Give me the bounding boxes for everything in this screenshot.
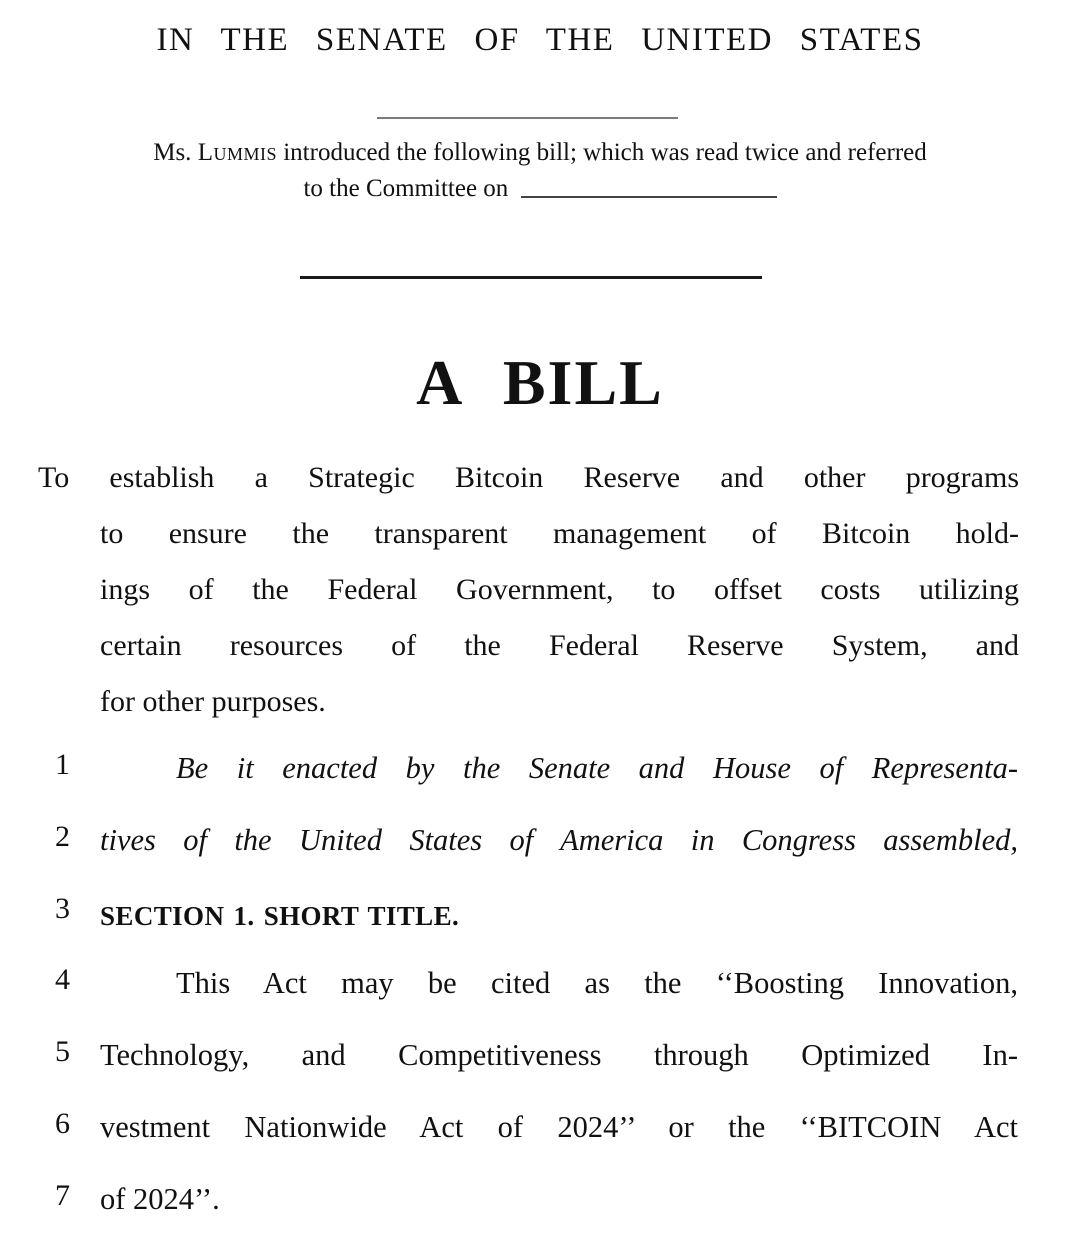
line-number: 3 — [55, 892, 70, 925]
preamble-line: To establish a Strategic Bitcoin Reserve and other programs — [38, 461, 1019, 494]
sponsor-name: Lummis — [197, 139, 277, 166]
bill-line-5 — [0, 1035, 1080, 1075]
line-text: This Act may be cited as the ‘‘Boosting Innovation, — [176, 966, 1018, 1000]
line-number: 1 — [55, 748, 70, 781]
preamble-line: certain resources of the Federal Reserve System, and — [100, 629, 1019, 662]
bill-line-7 — [0, 1179, 1080, 1219]
line-number: 4 — [55, 963, 70, 996]
line-text: Be it enacted by the Senate and House of Representa- — [176, 751, 1018, 785]
committee-blank-line — [521, 172, 777, 198]
line-text: Technology, and Competitiveness through Optimized In- — [100, 1038, 1018, 1072]
line-text: vestment Nationwide Act of 2024’’ or the ‘‘BITCOIN Act — [100, 1110, 1018, 1144]
bill-line-3 — [0, 892, 1080, 936]
sponsor-line-2 — [40, 170, 1040, 206]
preamble-line: ings of the Federal Government, to offset costs utilizing — [100, 573, 1019, 606]
line-number: 2 — [55, 820, 70, 853]
bill-line-1 — [0, 748, 1080, 788]
preamble-line: to ensure the transparent management of Bitcoin hold- — [100, 517, 1019, 550]
sponsor-line-1 — [40, 136, 1040, 170]
chamber-heading: IN THE SENATE OF THE UNITED STATES — [156, 22, 924, 58]
bill-line-4 — [0, 963, 1080, 1003]
sponsor-prefix: Ms. — [153, 139, 198, 166]
line-text: tives of the United States of America in Congress assembled, — [100, 823, 1018, 857]
line-number: 5 — [55, 1035, 70, 1068]
line-number: 6 — [55, 1107, 70, 1140]
line-text: of 2024’’. — [100, 1182, 220, 1216]
sponsor-text: introduced the following bill; which was read twice and referred — [276, 139, 927, 166]
bill-line-6 — [0, 1107, 1080, 1147]
preamble-line: for other purposes. — [100, 685, 326, 718]
line-number: 7 — [55, 1179, 70, 1212]
long-title-preamble — [38, 450, 1019, 730]
bill-title: A BILL — [416, 347, 664, 418]
bill-line-2 — [0, 820, 1080, 860]
divider-rule-top — [377, 117, 678, 119]
section-heading: SECTION 1. SHORT TITLE. — [100, 901, 460, 931]
sponsor-paragraph — [40, 136, 1040, 206]
divider-rule-mid — [300, 276, 762, 279]
committee-label: to the Committee on — [303, 174, 515, 202]
